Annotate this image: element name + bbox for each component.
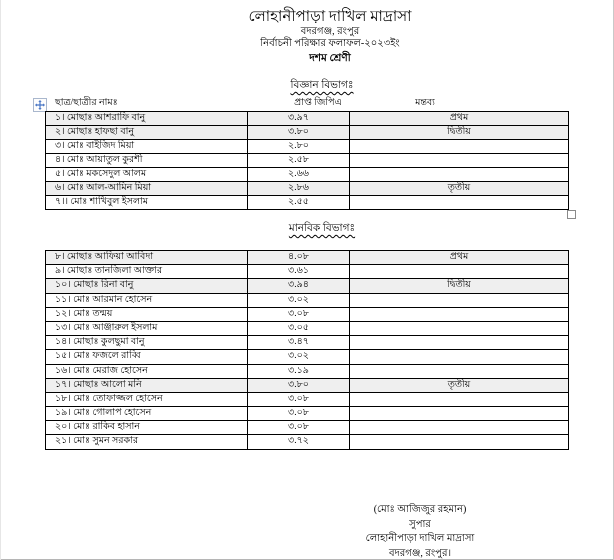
gpa-cell: ৩.০৫ bbox=[248, 322, 350, 335]
student-name-cell: ১৫। মোঃ ফজলে রাব্বি bbox=[46, 350, 248, 363]
student-name-cell: ১১। মোঃ আরমান হোসেন bbox=[46, 294, 248, 307]
remark-cell bbox=[350, 168, 569, 181]
column-header-name: ছাত্র/ছাত্রীর নামঃ bbox=[55, 98, 118, 108]
signature-block bbox=[320, 503, 520, 560]
student-name-cell: ৮। মোছাঃ আফিয়া আবিদা bbox=[46, 251, 248, 264]
gpa-cell: ২.৫৮ bbox=[248, 154, 350, 167]
student-name-cell: ৪। মোঃ আয়াতুল কুরশী bbox=[46, 154, 248, 167]
gpa-cell: ৩.৯৭ bbox=[248, 112, 350, 125]
student-name-cell: ৩। মোঃ বাইজিদ মিয়া bbox=[46, 140, 248, 153]
student-name-cell: ১। মোছাঃ আশরাফি বানু bbox=[46, 112, 248, 125]
table-row bbox=[45, 350, 569, 364]
table-row bbox=[45, 294, 569, 308]
signatory-institution: লোহানীপাড়া দাখিল মাদ্রাসা bbox=[365, 533, 475, 544]
student-name-cell: ১৯। মোঃ গোলাপ হোসেন bbox=[46, 407, 248, 420]
student-name-cell: ২১। মোঃ সুমন সরকার bbox=[46, 435, 248, 448]
remark-cell bbox=[350, 365, 569, 378]
remark-cell: প্রথম bbox=[350, 112, 569, 125]
signatory-location: বদরগঞ্জ, রংপুর। bbox=[388, 547, 452, 559]
column-header-remark: মন্তব্য bbox=[415, 98, 435, 108]
gpa-cell: ২.৬৬ bbox=[248, 168, 350, 181]
gpa-cell: ৩.০২ bbox=[248, 294, 350, 307]
student-name-cell: ১৬। মোঃ মেরাজ হোসেন bbox=[46, 365, 248, 378]
student-name-cell: ৯। মোছাঃ তানজিলা আক্তার bbox=[46, 265, 248, 278]
student-name-cell: ২০। মোঃ রাকিব হাসান bbox=[46, 421, 248, 434]
table-row bbox=[45, 265, 569, 279]
science-results-table bbox=[45, 111, 569, 210]
table-row bbox=[45, 336, 569, 350]
gpa-cell: ৪.০৮ bbox=[248, 251, 350, 264]
table-row bbox=[45, 322, 569, 336]
remark-cell bbox=[350, 393, 569, 406]
remark-cell bbox=[350, 407, 569, 420]
table-row bbox=[45, 379, 569, 393]
table-row bbox=[45, 154, 569, 168]
gpa-cell: ৩.০২ bbox=[248, 350, 350, 363]
school-title: লোহানীপাড়া দাখিল মাদ্রাসা bbox=[248, 9, 412, 25]
humanities-section-heading: মানবিক বিভাগঃ bbox=[288, 223, 356, 234]
table-row bbox=[45, 112, 569, 126]
table-column-headers bbox=[0, 96, 614, 110]
gpa-cell: ৩.৮০ bbox=[248, 126, 350, 139]
exam-result-line: নির্বাচনী পরিক্ষার ফলাফল-২০২৩ইং bbox=[260, 38, 400, 49]
table-resize-handle[interactable] bbox=[567, 210, 576, 219]
student-name-cell: ১৭। মোছাঃ আলো মনি bbox=[46, 379, 248, 392]
remark-cell bbox=[350, 154, 569, 167]
gpa-cell: ৩.০৮ bbox=[248, 393, 350, 406]
table-row bbox=[45, 407, 569, 421]
remark-cell bbox=[350, 435, 569, 448]
student-name-cell: ৭।। মোঃ শাখিবুল ইসলাম bbox=[46, 196, 248, 209]
gpa-cell: ৩.৯৪ bbox=[248, 279, 350, 292]
remark-cell: তৃতীয় bbox=[350, 379, 569, 392]
gpa-cell: ৩.১৯ bbox=[248, 365, 350, 378]
table-row bbox=[45, 393, 569, 407]
signatory-title: সুপার bbox=[409, 518, 431, 530]
student-name-cell: ২। মোছাঃ হাফছা বানু bbox=[46, 126, 248, 139]
remark-cell: দ্বিতীয় bbox=[350, 126, 569, 139]
gpa-cell: ৩.০৮ bbox=[248, 308, 350, 321]
student-name-cell: ১৮। মোঃ তোফাজ্জল হোসেন bbox=[46, 393, 248, 406]
table-row bbox=[45, 279, 569, 293]
student-name-cell: ১০। মোছাঃ রিনা বানু bbox=[46, 279, 248, 292]
student-name-cell: ১৪। মোছাঃ কুলছুমা বানু bbox=[46, 336, 248, 349]
remark-cell: দ্বিতীয় bbox=[350, 279, 569, 292]
remark-cell bbox=[350, 308, 569, 321]
remark-cell bbox=[350, 350, 569, 363]
remark-cell bbox=[350, 421, 569, 434]
gpa-cell: ৩.৮০ bbox=[248, 379, 350, 392]
remark-cell bbox=[350, 322, 569, 335]
table-row bbox=[45, 182, 569, 196]
remark-cell: তৃতীয় bbox=[350, 182, 569, 195]
remark-cell bbox=[350, 336, 569, 349]
signatory-name: (মোঃ আজিজুর রহমান) bbox=[373, 504, 467, 515]
table-row bbox=[45, 421, 569, 435]
table-row bbox=[45, 251, 569, 265]
table-row bbox=[45, 365, 569, 379]
column-header-gpa: প্রাপ্ত জিপিএ bbox=[294, 98, 342, 108]
table-row bbox=[45, 435, 569, 449]
gpa-cell: ২.৮০ bbox=[248, 140, 350, 153]
gpa-cell: ৩.৪৭ bbox=[248, 336, 350, 349]
table-row bbox=[45, 140, 569, 154]
school-location: বদরগঞ্জ, রংপুর bbox=[300, 26, 360, 37]
remark-cell: প্রথম bbox=[350, 251, 569, 264]
gpa-cell: ২.৮৬ bbox=[248, 182, 350, 195]
student-name-cell: ১২। মোঃ তন্ময় bbox=[46, 308, 248, 321]
remark-cell bbox=[350, 140, 569, 153]
gpa-cell: ২.৫৫ bbox=[248, 196, 350, 209]
table-row bbox=[45, 308, 569, 322]
table-row bbox=[45, 196, 569, 210]
student-name-cell: ৫। মোঃ মকসেদুল আলম bbox=[46, 168, 248, 181]
remark-cell bbox=[350, 294, 569, 307]
table-row bbox=[45, 126, 569, 140]
gpa-cell: ৩.৬১ bbox=[248, 265, 350, 278]
remark-cell bbox=[350, 265, 569, 278]
gpa-cell: ৩.৭২ bbox=[248, 435, 350, 448]
gpa-cell: ৩.০৮ bbox=[248, 407, 350, 420]
class-name: দশম শ্রেণী bbox=[309, 53, 351, 64]
science-section-heading: বিজ্ঞান বিভাগঃ bbox=[290, 80, 354, 91]
humanities-results-table bbox=[45, 250, 569, 450]
student-name-cell: ৬। মোঃ আল-আমিন মিয়া bbox=[46, 182, 248, 195]
remark-cell bbox=[350, 196, 569, 209]
gpa-cell: ৩.০৮ bbox=[248, 421, 350, 434]
table-row bbox=[45, 168, 569, 182]
document-header bbox=[130, 8, 530, 65]
student-name-cell: ১৩। মোঃ আঞ্জারুল ইসলাম bbox=[46, 322, 248, 335]
